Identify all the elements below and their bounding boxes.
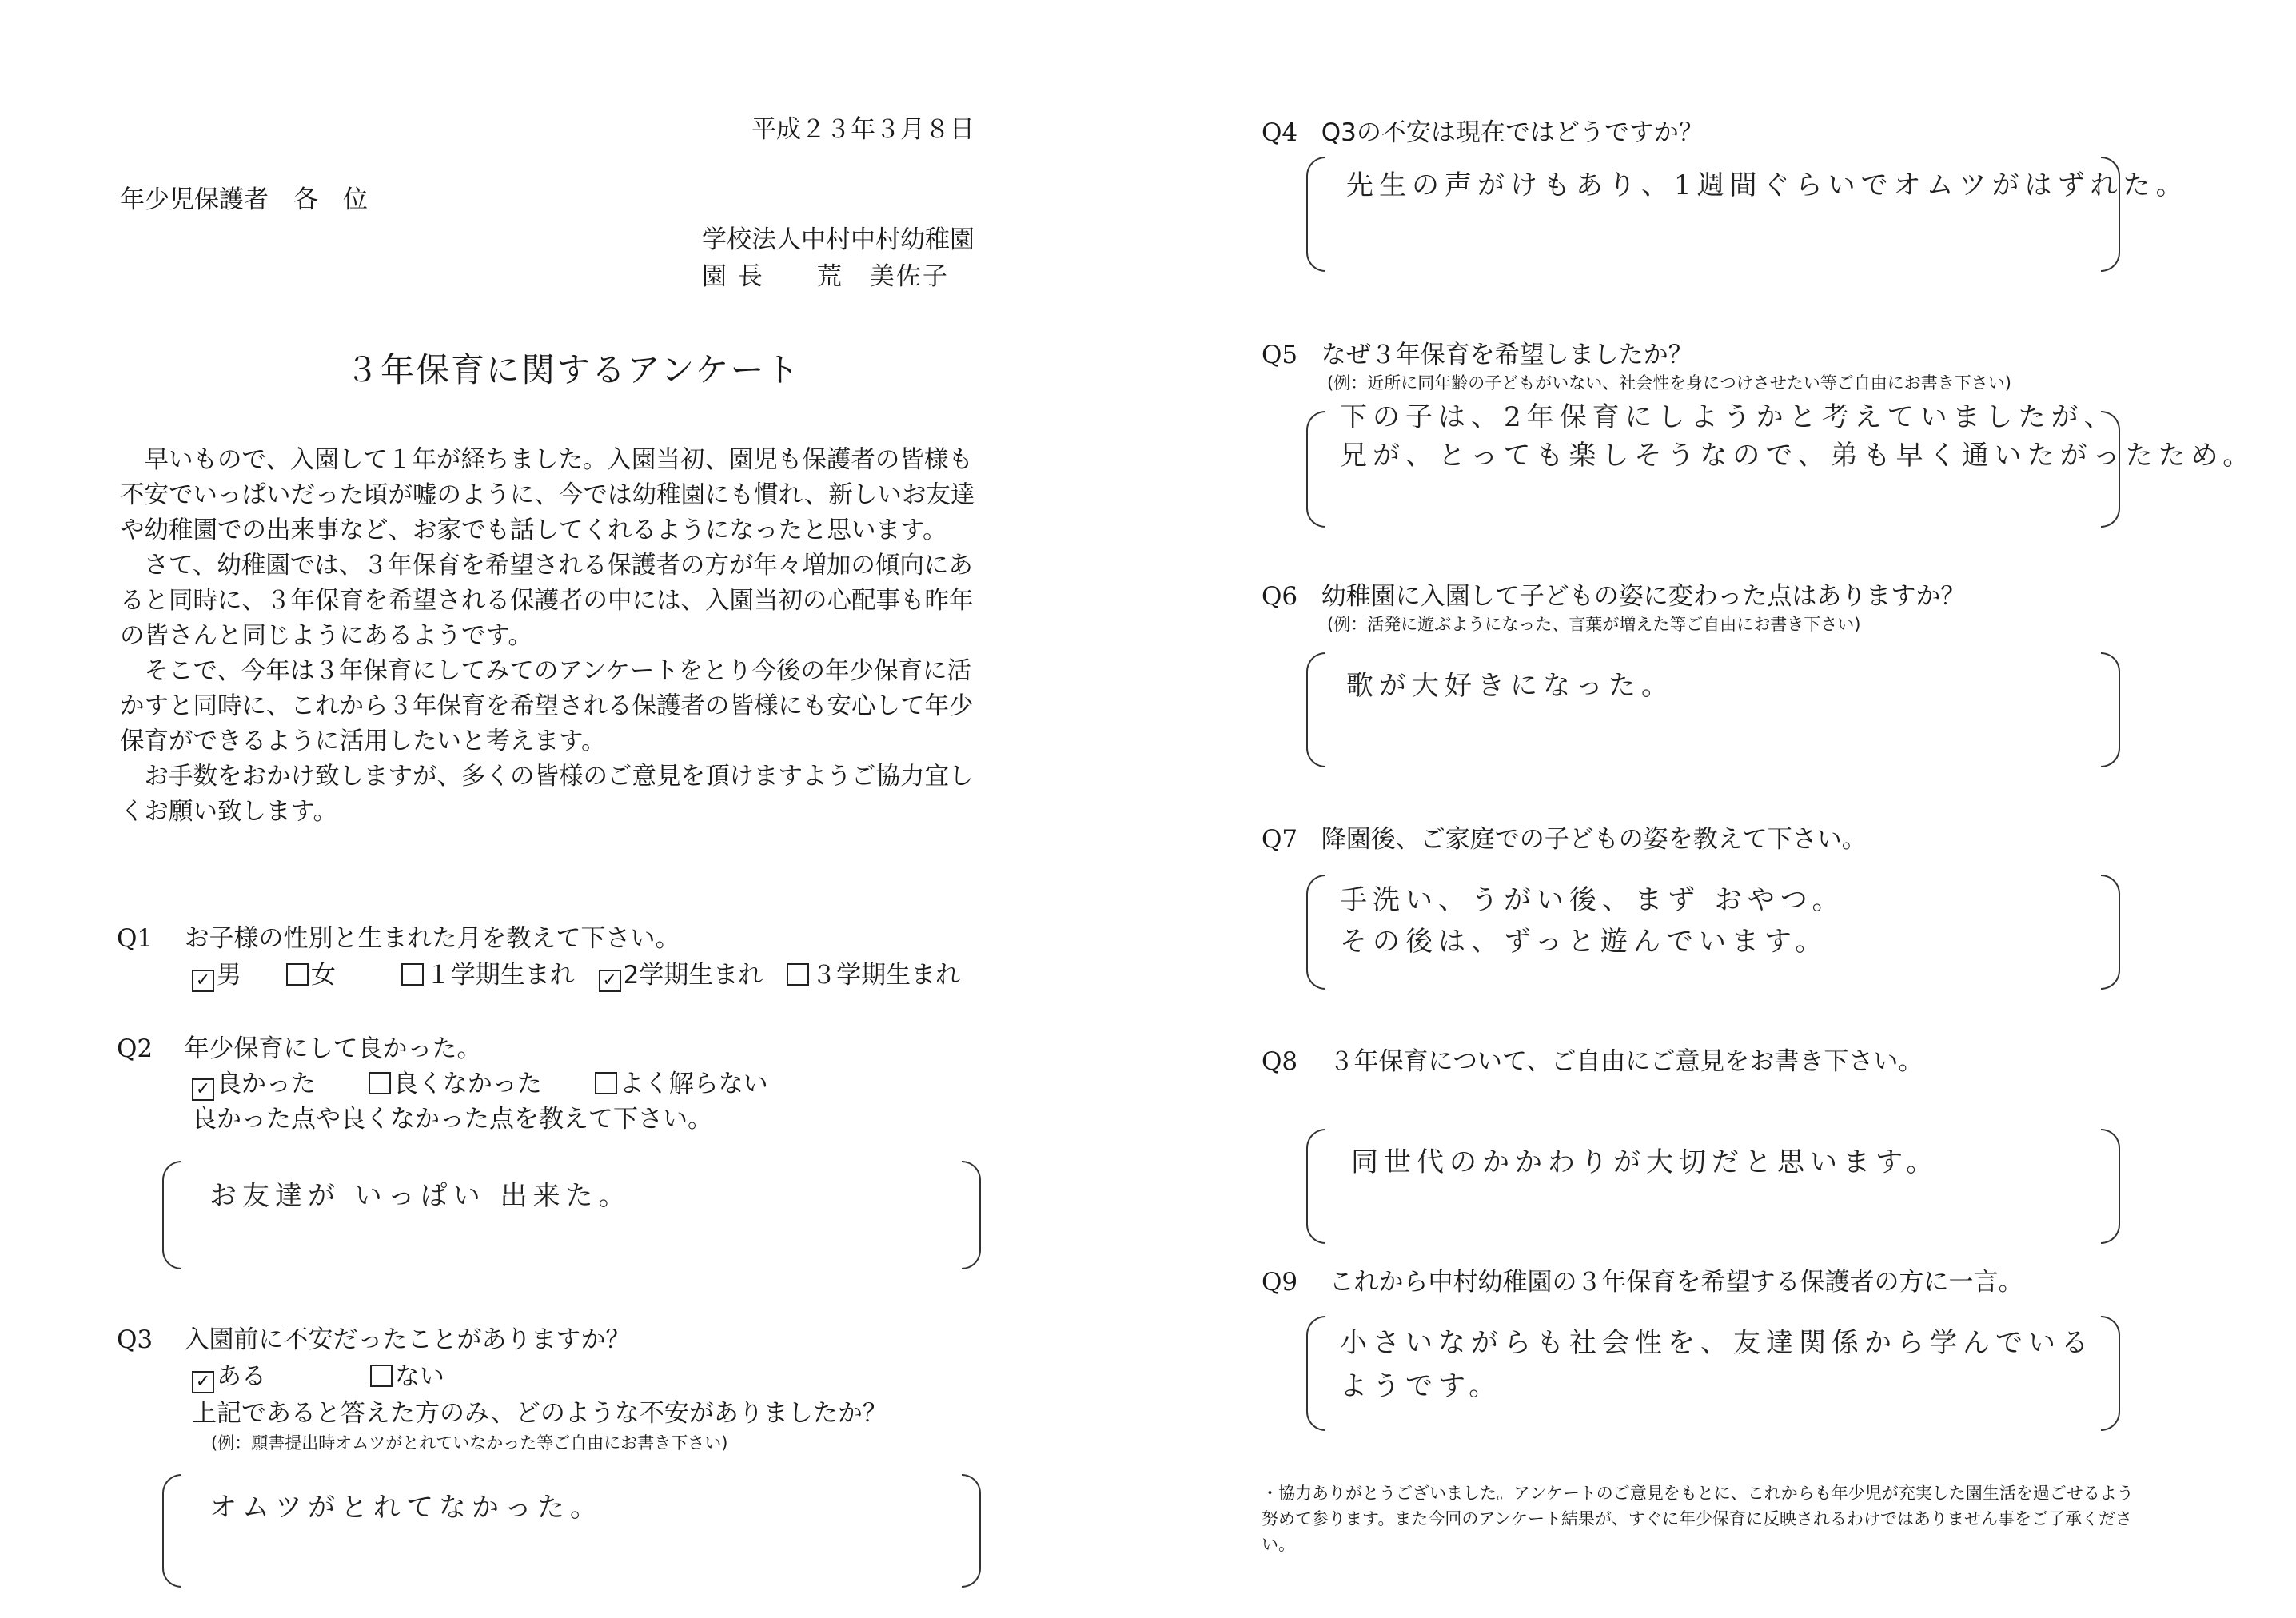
q7-answer-line-2[interactable]: その後は、ずっと遊んでいます。: [1340, 926, 1828, 958]
q6-answer-bracket-left: [1306, 652, 1325, 767]
q2-options: [192, 1068, 768, 1101]
intro-paragraph-2: さて、幼稚園では、３年保育を希望される保護者の方が年々増加の傾向にあると同時に、３年保育を希望される保護者の中には、入園当初の心配事も昨年の皆さんと同じようにあるようです。: [120, 552, 974, 650]
q3-example: (例：願書提出時オムツがとれていなかった等ご自由にお書き下さい): [211, 1433, 728, 1453]
q9-answer-line-1[interactable]: 小さいながらも社会性を、友達関係から学んでいる: [1340, 1327, 2094, 1359]
q8-answer[interactable]: 同世代のかかわりが大切だと思います。: [1351, 1146, 1939, 1178]
q5-number: Q5: [1262, 341, 1298, 369]
q3-option-no[interactable]: ない: [370, 1362, 444, 1391]
principal-name: 園 長 荒 美佐子: [702, 262, 949, 291]
q3-number: Q3: [117, 1325, 153, 1354]
q1-number: Q1: [117, 924, 153, 953]
checkbox-icon[interactable]: [369, 1072, 391, 1094]
q2-answer[interactable]: お友達が いっぱい 出来た。: [209, 1180, 632, 1212]
q5-answer-line-1[interactable]: 下の子は、2年保育にしようかと考えていましたが、: [1340, 401, 2117, 433]
q8-answer-bracket-left: [1306, 1129, 1325, 1244]
checkbox-checked-icon[interactable]: ✓: [192, 1371, 214, 1393]
q9-answer-line-2[interactable]: ようです。: [1340, 1370, 1502, 1402]
q2-answer-bracket-left: [162, 1161, 181, 1269]
q6-text: 幼稚園に入園して子どもの姿に変わった点はありますか？: [1321, 582, 1966, 611]
checkbox-checked-icon[interactable]: ✓: [599, 970, 621, 992]
q4-answer-bracket-left: [1306, 157, 1325, 272]
q8-text: ３年保育について、ご自由にご意見をお書き下さい。: [1329, 1047, 1923, 1076]
intro-paragraph-1: 早いもので、入園して１年が経ちました。入園当初、園児も保護者の皆様も不安でいっぱいだった頃が嘘のように、今では幼稚園にも慣れ、新しいお友達や幼稚園での出来事など、お家でも話してくれるようになったと思います。: [120, 446, 975, 544]
q1-option-term2[interactable]: ✓ 2学期生まれ: [599, 961, 763, 990]
q3-text: 入園前に不安だったことがありますか？: [184, 1325, 631, 1354]
footer-note: ・協力ありがとうございました。アンケートのご意見をもとに、これからも年少児が充実した園生活を過ごせるよう努めて参ります。また今回のアンケート結果が、すぐに年少保育に反映されるわけではありません事をご了承ください。: [1262, 1484, 2134, 1554]
q2-subquestion: 良かった点や良くなかった点を教えて下さい。: [192, 1105, 712, 1134]
q7-text: 降園後、ご家庭での子どもの姿を教えて下さい。: [1321, 825, 1867, 854]
q7-number: Q7: [1262, 825, 1298, 854]
recipient-line: 年少児保護者 各 位: [120, 185, 368, 214]
checkbox-icon[interactable]: [595, 1072, 617, 1094]
q9-number: Q9: [1262, 1268, 1298, 1297]
q1-option-girl[interactable]: 女: [286, 961, 336, 990]
intro-paragraph-4: お手数をおかけ致しますが、多くの皆様のご意見を頂けますようご協力宜しくお願い致します。: [120, 763, 974, 826]
checkbox-icon[interactable]: [401, 963, 424, 986]
checkbox-icon[interactable]: [370, 1365, 393, 1387]
intro-paragraph-3: そこで、今年は３年保育にしてみてのアンケートをとり今後の年少保育に活かすと同時に、これから３年保育を希望される保護者の皆様にも安心して年少保育ができるように活用したいと考えます。: [120, 657, 974, 755]
q4-answer[interactable]: 先生の声がけもあり、1週間ぐらいでオムツがはずれた。: [1346, 169, 2189, 201]
q9-answer-bracket-right: [2101, 1316, 2120, 1431]
school-name: 学校法人中村中村幼稚園: [702, 225, 975, 254]
q2-question: [117, 1033, 482, 1065]
q7-question: [1262, 823, 1867, 855]
document-date: 平成２３年３月８日: [751, 115, 975, 144]
q7-answer-bracket-right: [2101, 875, 2120, 990]
q5-text: なぜ３年保育を希望しましたか？: [1321, 341, 1693, 369]
q6-answer[interactable]: 歌が大好きになった。: [1346, 670, 1674, 702]
q2-option-unsure[interactable]: よく解らない: [595, 1070, 768, 1098]
q5-example: (例：近所に同年齢の子どもがいない、社会性を身につけさせたい等ご自由にお書き下さい): [1327, 373, 2011, 393]
intro-text: [120, 443, 993, 830]
q2-option-good[interactable]: ✓ 良かった: [192, 1070, 316, 1098]
q9-text: これから中村幼稚園の３年保育を希望する保護者の方に一言。: [1329, 1268, 2023, 1297]
q3-answer-bracket-right: [962, 1474, 981, 1588]
q9-question: [1262, 1266, 2023, 1298]
q8-number: Q8: [1262, 1047, 1298, 1076]
q3-answer[interactable]: オムツがとれてなかった。: [209, 1492, 603, 1524]
q1-option-term3[interactable]: ３学期生まれ: [787, 961, 960, 990]
q5-question: [1262, 339, 1693, 371]
q3-subquestion: 上記であると答えた方のみ、どのような不安がありましたか？: [192, 1399, 887, 1428]
q1-text: お子様の性別と生まれた月を教えて下さい。: [184, 924, 680, 953]
q9-answer-bracket-left: [1306, 1316, 1325, 1431]
checkbox-icon[interactable]: [286, 963, 309, 986]
q3-answer-bracket-left: [162, 1474, 181, 1588]
q1-options: [192, 959, 960, 992]
q3-question: [117, 1324, 631, 1356]
q8-question: [1262, 1046, 1923, 1078]
q6-answer-bracket-right: [2101, 652, 2120, 767]
q6-example: (例：活発に遊ぶようになった、言葉が増えた等ご自由にお書き下さい): [1327, 615, 1861, 634]
q2-number: Q2: [117, 1034, 153, 1063]
q6-number: Q6: [1262, 582, 1298, 611]
q1-option-term1[interactable]: １学期生まれ: [401, 961, 575, 990]
q5-answer-bracket-left: [1306, 411, 1325, 528]
checkbox-checked-icon[interactable]: ✓: [192, 970, 214, 992]
q7-answer-bracket-left: [1306, 875, 1325, 990]
q3-options: [192, 1361, 444, 1393]
q2-answer-bracket-right: [962, 1161, 981, 1269]
q4-question: [1262, 117, 1704, 149]
q4-text: Q3の不安は現在ではどうですか？: [1321, 118, 1704, 147]
q3-option-yes[interactable]: ✓ ある: [192, 1362, 266, 1391]
q6-question: [1262, 580, 1965, 612]
checkbox-checked-icon[interactable]: ✓: [192, 1078, 214, 1101]
q1-option-boy[interactable]: ✓ 男: [192, 961, 241, 990]
q7-answer-line-1[interactable]: 手洗い、うがい後、まず おやつ。: [1340, 884, 1845, 916]
q2-text: 年少保育にして良かった。: [184, 1034, 482, 1063]
q8-answer-bracket-right: [2101, 1129, 2120, 1244]
checkbox-icon[interactable]: [787, 963, 809, 986]
q5-answer-line-2[interactable]: 兄が、とっても楽しそうなので、弟も早く通いたがったため。: [1340, 440, 2256, 472]
q4-number: Q4: [1262, 118, 1298, 147]
q2-option-not-good[interactable]: 良くなかった: [369, 1070, 542, 1098]
page-title: ３年保育に関するアンケート: [345, 350, 801, 389]
q1-question: [117, 923, 680, 954]
